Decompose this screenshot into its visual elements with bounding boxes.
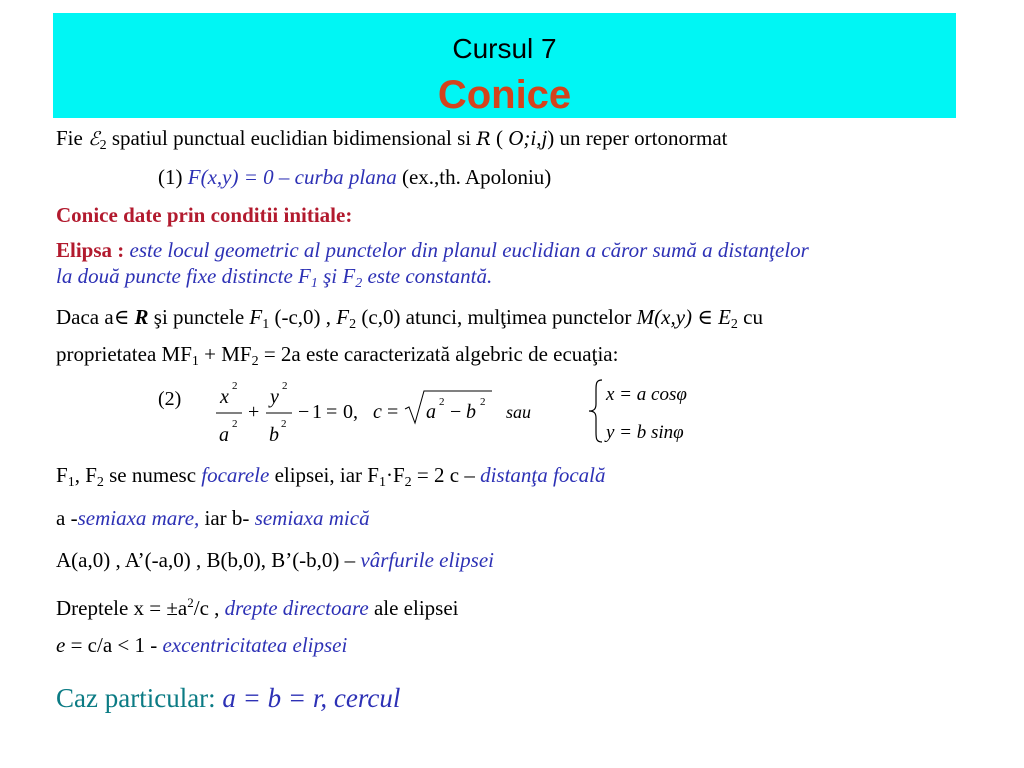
special-case-circle: a = b = r, cercul	[222, 683, 401, 713]
foci-index-4: 2	[404, 475, 412, 490]
intro-fie: Fie	[56, 126, 83, 150]
element-of-symbol: ∈	[113, 305, 130, 329]
eq-b-root: b	[466, 401, 476, 423]
space-index: 2	[99, 138, 107, 153]
eq-equals-2: =	[387, 401, 399, 423]
vertices-text: A(a,0) , A’(-a,0) , B(b,0), B’(-b,0) –	[56, 548, 356, 572]
focus-f1-letter: F	[249, 305, 263, 329]
frame-symbol: R	[476, 128, 491, 150]
euclidean-space-symbol: ℰ	[88, 128, 100, 150]
vertices-term: vârfurile elipsei	[360, 548, 494, 572]
f1-index: 1	[310, 276, 318, 291]
eccentricity-symbol: e	[56, 633, 66, 657]
frame-open: (	[495, 126, 503, 150]
foci-term: focarele	[201, 463, 270, 487]
prop-index-1: 1	[191, 354, 199, 369]
frame-close: )	[547, 126, 555, 150]
equation-number: (2)	[158, 388, 182, 410]
semi-minor-term: semiaxa mică	[254, 506, 370, 530]
ellipse-label: Elipsa :	[56, 238, 125, 262]
eq-equals: =	[326, 401, 338, 423]
intro-text-1: spatiul punctual euclidian bidimensional si	[111, 126, 472, 150]
directrix-exp: 2	[187, 595, 194, 610]
directrix-text-2: /c ,	[193, 596, 220, 620]
eq-sau: sau	[506, 402, 532, 422]
real-set-symbol: R	[134, 305, 149, 329]
eq-x: x	[220, 386, 229, 408]
foci-dot: ·F	[385, 463, 405, 487]
vertices-line	[56, 548, 494, 572]
foci-text-2: , F	[74, 463, 97, 487]
eq-a-root-exp: 2	[439, 396, 445, 408]
eq-a: a	[219, 424, 229, 446]
eccentricity-term: excentricitatea elipsei	[162, 633, 348, 657]
curve-equation	[158, 165, 551, 189]
semiaxes-line	[56, 506, 370, 530]
focus-f2-coords: (c,0) atunci, mulţimea punctelor	[361, 305, 632, 329]
eccentricity-line	[56, 633, 347, 657]
foci-index-2: 2	[96, 475, 104, 490]
eq-y-exp: 2	[282, 380, 288, 392]
slide-title: Conice	[437, 73, 572, 117]
eq-minus: −	[298, 401, 310, 423]
curve-eq-expression: F(x,y) = 0 – curba plana	[187, 165, 397, 189]
intro-line	[56, 126, 727, 158]
ellipse-definition-line-1	[56, 238, 809, 262]
parametric-system	[586, 376, 726, 446]
foci-text-1: F	[56, 463, 68, 487]
element-of-symbol-2: ∈	[697, 305, 713, 329]
curve-eq-number: (1)	[158, 165, 183, 189]
eq-one: 1	[312, 401, 322, 423]
course-number: Cursul 7	[452, 33, 557, 64]
directrix-text-1: Dreptele x = ±a	[56, 596, 188, 620]
ellipse-def-text-2c: este constantă.	[362, 264, 493, 288]
semi-text-2: iar b-	[199, 506, 250, 530]
f2-index: 2	[355, 276, 363, 291]
eq-x-exp: 2	[232, 380, 238, 392]
prop-text-1: proprietatea MF	[56, 342, 192, 366]
focus-f1-coords: (-c,0) ,	[274, 305, 332, 329]
ellipse-definition-line-2	[56, 264, 492, 296]
daca-text-1: Daca a	[56, 305, 114, 329]
focus-f1-index: 1	[262, 317, 270, 332]
ellipse-def-text-2b: şi F	[317, 264, 356, 288]
eq-minus-root: −	[450, 401, 462, 423]
intro-text-2: un reper ortonormat	[559, 126, 728, 150]
prop-plus: + MF	[198, 342, 252, 366]
left-brace	[589, 380, 602, 442]
param-x-eq: x = a cosφ	[606, 384, 687, 405]
foci-index-1: 1	[67, 475, 75, 490]
ellipse-def-text-1: este locul geometric al punctelor din planul euclidian a căror sumă a distanţelor	[129, 238, 809, 262]
foci-index-3: 1	[378, 475, 386, 490]
property-line	[56, 342, 618, 374]
set-e: E	[718, 305, 731, 329]
eq-a-root: a	[426, 401, 436, 423]
frame-args: O;i,j	[508, 126, 548, 150]
focal-distance-term: distanţa focală	[480, 463, 606, 487]
focus-f2-index: 2	[349, 317, 357, 332]
eccentricity-text: = c/a < 1 -	[65, 633, 158, 657]
foci-line	[56, 463, 606, 495]
point-m-coords: (x,y)	[654, 305, 693, 329]
set-e-index: 2	[730, 317, 738, 332]
foci-text-4: elipsei, iar F	[274, 463, 379, 487]
directrix-term: drepte directoare	[224, 596, 369, 620]
daca-text-2: şi punctele	[153, 305, 245, 329]
daca-text-3: cu	[743, 305, 763, 329]
eq-b-root-exp: 2	[480, 396, 486, 408]
section-heading: Conice date prin conditii initiale:	[56, 203, 353, 227]
eq-zero: 0,	[343, 401, 358, 423]
eq-plus: +	[248, 401, 260, 423]
eq-c: c	[373, 401, 382, 423]
semi-major-term: semiaxa mare,	[77, 506, 200, 530]
prop-index-2: 2	[251, 354, 259, 369]
eq-b-exp: 2	[281, 418, 287, 430]
sqrt-sign	[405, 391, 492, 423]
title-banner	[53, 13, 956, 118]
semi-text-1: a -	[56, 506, 78, 530]
eq-b: b	[269, 424, 279, 446]
eq-a-exp: 2	[232, 418, 238, 430]
prop-text-2: = 2a este caracterizată algebric de ecuaţia:	[258, 342, 619, 366]
directrix-text-3: ale elipsei	[373, 596, 459, 620]
directrix-line	[56, 591, 458, 620]
daca-line	[56, 305, 763, 337]
focus-f2-letter: F	[336, 305, 350, 329]
special-case-label: Caz particular:	[56, 683, 216, 713]
ellipse-equation	[210, 375, 550, 450]
param-y-eq: y = b sinφ	[606, 422, 684, 443]
eq-y: y	[270, 386, 279, 408]
point-m: M	[636, 305, 655, 329]
foci-text-5: = 2 c –	[411, 463, 475, 487]
ellipse-def-text-2a: la două puncte fixe distincte F	[56, 264, 311, 288]
foci-text-3: se numesc	[103, 463, 197, 487]
curve-eq-note: (ex.,th. Apoloniu)	[401, 165, 552, 189]
special-case-line	[56, 683, 400, 713]
